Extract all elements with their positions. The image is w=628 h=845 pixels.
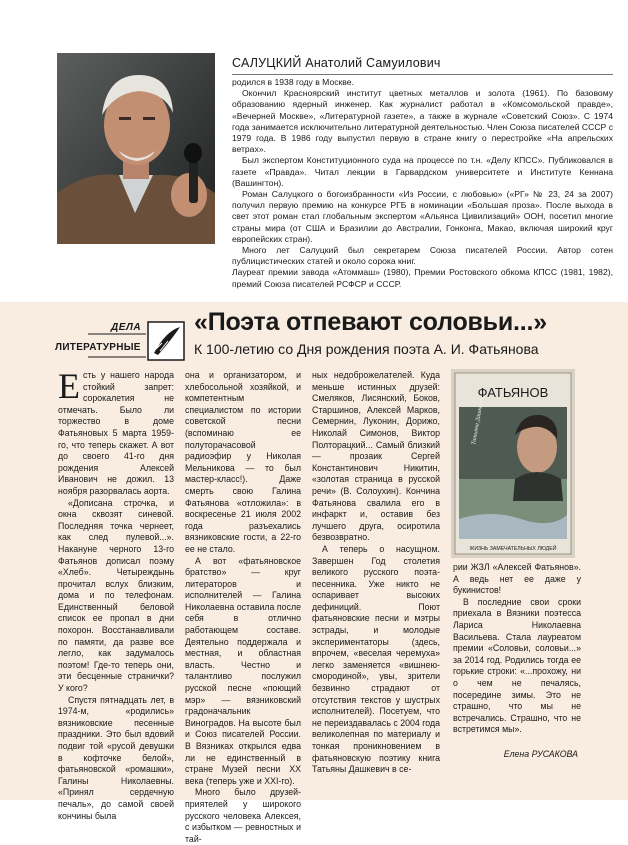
bio-paragraph: Роман Салуцкого о богоизбранности «Из России, с любовью» («РГ» № 23, 24 за 2007) получил первую премию на конкурсе РГБ в номинации «Большая проза». После выхода в свет этот роман стал глобальным экспертом «Альянса Цивилизаций» ООН, посетил многие страны мира (от США и Бразилии до Австралии, Гонконга, Макао, включая широкий круг европейских стран). — [232, 189, 613, 244]
book-series: ЖИЗНЬ ЗАМЕЧАТЕЛЬНЫХ ЛЮДЕЙ — [469, 546, 557, 552]
bio-paragraph: Лауреат премии завода «Атоммаш» (1980), Премии Ростовского обкома КПСС (1981, 1982), премий Союза писателей РСФСР и СССР. — [232, 267, 613, 289]
article-subtitle: К 100-летию со Дня рождения поэта А. И. Фатьянова — [194, 341, 539, 357]
column-paragraph: Спустя пятнадцать лет, в 1974-м, «родились» вязниковские песенные праздники. Это был вдовий подвиг той «русой девушки в кофточке белой», фатьяновской «ромашки», Галины Николаевны. «Принял сердечную печаль», до самой своей кончины была — [58, 694, 174, 821]
bio-paragraph: Был экспертом Конституционного суда на процессе по т.н. «Делу КПСС». Публиковался в газете «Правда». Читал лекции в Гарвардском университете и Институте Кеннана (Вашингтон). — [232, 155, 613, 188]
article-column-3 — [312, 370, 440, 776]
column-paragraph: В последние свои сроки приехала в Вязники поэтесса Лариса Николаевна Васильева. Стала лауреатом премии «Соловьи, соловьи...» за 2014 год. Родились тогда ее горькие строки: «...прохожу, ни о чем не печалясь, посередине зимы. Это не страшно, что мы не встречались. Страшно, что не встретимся мы». — [453, 596, 581, 735]
column-paragraph: Много было друзей-приятелей у широкого русского человека Алексея, с избытком — ревностных и тай- — [185, 787, 301, 844]
drop-cap: Е — [58, 366, 80, 406]
book-title: ФАТЬЯНОВ — [477, 385, 549, 400]
bio-paragraph: Окончил Красноярский институт цветных металлов и золота (1961). По базовому образованию ядерный инженер. Как журналист работал в «Комсомольской правде», «Вечерней Москве», «Литературной газете», а также в журнале «Советский Союз». С 1974 года занимается исключительно литературной деятельностью. Член Союза писателей СССР с 1979 года. В 1986 году выпустил первую в стране книгу о перестройке «На апрельских ветрах». — [232, 88, 613, 155]
author-photo — [57, 53, 215, 244]
bio-name: САЛУЦКИЙ Анатолий Самуилович — [232, 56, 441, 70]
column-paragraph: она и организатором, и хлебосольной хозяйкой, и компетентным специалистом по истории советской песни (вспоминаю ее полуторачасовой радиоэфир у Николая Мельникова — то был мастер-класс!). Даже смерть свою Галина Фатьянова «отложила»: в воскресенье 21 июля 2002 года разъехались вязниковские гости, а 22-го ее не стало. — [185, 370, 301, 554]
article-column-2 — [185, 370, 301, 845]
rubric-line1: ДЕЛА — [111, 322, 142, 333]
bio-paragraph: родился в 1938 году в Москве. — [232, 77, 354, 87]
bio-text — [232, 77, 613, 290]
bio-paragraph: Много лет Салуцкий был секретарем Союза писателей России. Автор сотен публицистических статей и около сорока книг. — [232, 245, 613, 267]
lead-paragraph — [58, 366, 174, 498]
article-title: «Поэта отпевают соловьи...» — [194, 308, 547, 336]
lead-text: сть у нашего народа стойкий запрет: сорокалетия не отмечать. Было ли торжество в доме Фатьяновых 5 марта 1959-го, что теперь скажет. А вот до своего 41-го дня рождения Алексей Иванович не дожил. 13 ноября разорвалась аорта. — [58, 370, 174, 496]
bio-divider — [232, 74, 613, 75]
column-paragraph: А вот «фатьяновское братство» — круг литераторов и исполнителей — Галина Николаевна оставила после себя в отлично работающем составе. Деятельно поддержала и местная, и областная власть. Честно и талантливо послужил русской песне «поющий мэр» — вязниковский градоначальник Виноградов. На высоте был и Союз писателей России. В Вязниках открылся едва ли не единственный в стране Музей песни XX века (теперь уже и XXI-го). — [185, 555, 301, 786]
article-column-4 — [453, 562, 581, 736]
column-paragraph: ных недоброжелателей. Куда меньше истинных друзей: Смеляков, Лисянский, Боков, Старшинов, Алексей Марков, Семернин, Луконин, Дорижо, Николай Симонов, Виктор Полторацкий... Самый близкий — прозаик Сергей Константинович Никитин, «золотая страница в русской речи» (В. Солоухин). Кончина Фатьянова свалила его в инфаркт и, оставив без лучшего друга, осиротила безвозвратно. — [312, 370, 440, 543]
book-cover-author: Татьяна Дашкевич — [471, 396, 486, 446]
book-cover — [451, 369, 575, 558]
author-signature: Елена РУСАКОВА — [503, 749, 578, 759]
article-column-1 — [58, 366, 174, 822]
column-paragraph: «Дописана строчка, и окна сквозят синевой. Последняя точка чернеет, как след пулевой...». Накануне черного 13-го Фатьянов дописал поэму «Хлеб». Четыреждынь прочитал вслух близким, дома и по телефонам. Единственный беловой список ее пропал в дни похорон. Восстанавливали по памяти, да разве все легло, как задумалось поэтом! Где-то теперь они, эти бесценные странички? У кого? — [58, 497, 174, 694]
column-paragraph: рии ЖЗЛ «Алексей Фатьянов». А ведь нет ее даже у букинистов! — [453, 562, 581, 596]
column-paragraph: А теперь о насущном. Завершен Год столетия великого русского поэта-песенника. Уже никто не оспаривает высоких дефиниций. Поют фатьяновские песни и мэтры эстрады, и молодые экспериментаторы (здесь, впрочем, «веселая черемуха» легко заменяется «вишнею-смородиной», увы, зрители безвинно страдают от отсутствия текстов у шустрых исполнителей). Посетуем, что не переиздавалась с 2004 года великолепная по материалу и тонкая проникновением в фатьяновскую поэтику книга Татьяны Дашкевич в се- — [312, 543, 440, 775]
rubric-line2: ЛИТЕРАТУРНЫЕ — [55, 342, 141, 353]
